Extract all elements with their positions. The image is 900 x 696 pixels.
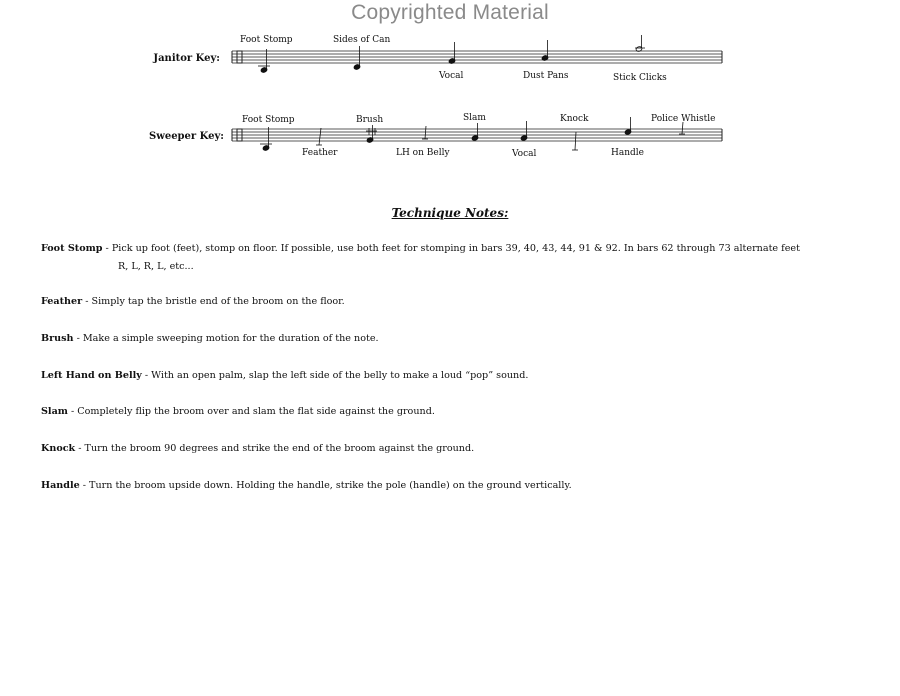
technique-term: Left Hand on Belly: [41, 370, 142, 381]
sweeper-label-slam: Slam: [463, 113, 486, 123]
technique-description: - Completely flip the broom over and slam the flat side against the ground.: [67, 406, 435, 417]
technique-notes-heading: Technique Notes:: [391, 206, 509, 220]
technique-description: - Pick up foot (feet), stomp on floor. If possible, use both feet for stomping in bars 39, 40, 43, 44, 91 & 92. In bars 62 through 73 alternate feet: [102, 243, 800, 254]
technique-item-feather: [41, 293, 871, 311]
note-lh-on-belly: [422, 126, 428, 139]
sweeper-label-feather: Feather: [302, 148, 338, 158]
sweeper-label-police-whistle: Police Whistle: [651, 114, 716, 124]
sweeper-key-label: Sweeper Key:: [149, 131, 224, 142]
note-sides-of-can: [353, 46, 360, 70]
technique-term: Foot Stomp: [41, 243, 103, 254]
note-stick-clicks: [635, 35, 645, 52]
technique-description: - Turn the broom 90 degrees and strike the end of the broom against the ground.: [75, 443, 475, 454]
sweeper-label-lh-on-belly: LH on Belly: [396, 148, 450, 158]
technique-item-foot-stomp: [41, 240, 871, 276]
technique-description-continued: R, L, R, L, etc...: [118, 261, 194, 272]
technique-item-brush: [41, 330, 871, 348]
sweeper-label-vocal: Vocal: [512, 149, 537, 159]
technique-item-slam: [41, 403, 871, 421]
technique-description: - With an open palm, slap the left side of the belly to make a loud “pop” sound.: [141, 370, 529, 381]
janitor-label-dust-pans: Dust Pans: [523, 71, 569, 81]
janitor-label-vocal: Vocal: [439, 71, 464, 81]
janitor-label-foot-stomp: Foot Stomp: [240, 35, 293, 45]
sweeper-label-brush: Brush: [356, 115, 384, 125]
sweeper-label-knock: Knock: [560, 114, 589, 124]
technique-description: - Simply tap the bristle end of the broom on the floor.: [82, 296, 345, 307]
note-vocal: [448, 42, 455, 64]
note-sweeper-foot-stomp: [260, 127, 272, 151]
technique-item-left-hand-on-belly: [41, 367, 871, 385]
technique-term: Slam: [41, 406, 68, 417]
technique-description: - Make a simple sweeping motion for the duration of the note.: [73, 333, 379, 344]
technique-term: Knock: [41, 443, 76, 454]
janitor-staff: [232, 51, 722, 63]
note-dust-pans: [541, 40, 548, 61]
technique-term: Feather: [41, 296, 83, 307]
technique-description: - Turn the broom upside down. Holding the handle, strike the pole (handle) on the ground vertically.: [79, 480, 572, 491]
janitor-key-label: Janitor Key:: [153, 53, 220, 64]
technique-item-knock: [41, 440, 871, 458]
note-brush: [366, 125, 377, 143]
copyright-watermark: Copyrighted Material: [351, 1, 549, 24]
note-vocal-2: [520, 121, 527, 141]
note-foot-stomp: [258, 49, 270, 73]
sweeper-label-foot-stomp: Foot Stomp: [242, 115, 295, 125]
notation-staves: [0, 0, 900, 200]
note-handle: [624, 117, 631, 135]
technique-term: Brush: [41, 333, 74, 344]
technique-term: Handle: [41, 480, 80, 491]
janitor-label-sides-of-can: Sides of Can: [333, 35, 391, 45]
technique-item-handle: [41, 477, 871, 495]
note-feather: [316, 128, 322, 145]
janitor-label-stick-clicks: Stick Clicks: [613, 73, 667, 83]
sweeper-label-handle: Handle: [611, 148, 644, 158]
